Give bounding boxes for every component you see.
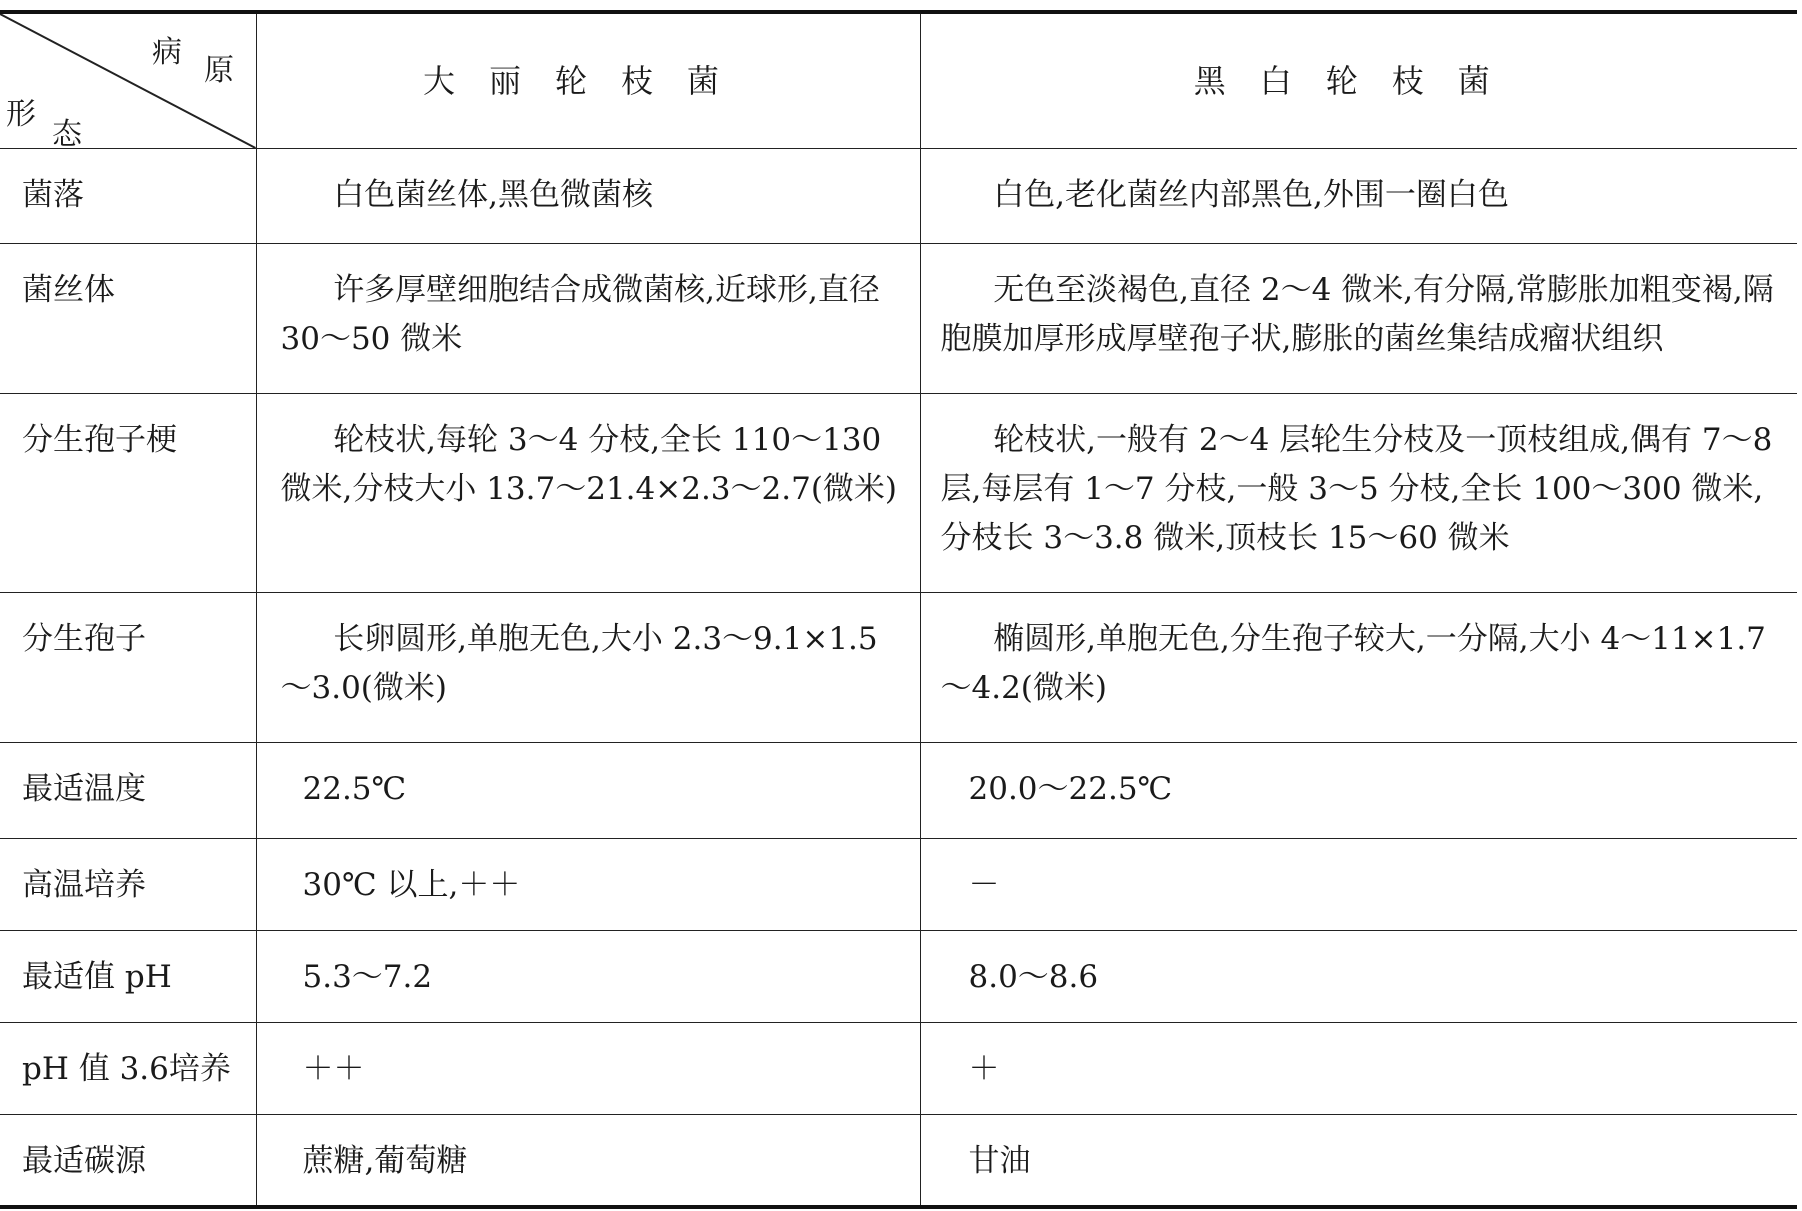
corner-label-xing: 形 xyxy=(6,97,36,132)
row-label: 分生孢子 xyxy=(0,593,256,743)
cell-dahliae: ＋＋ xyxy=(256,1023,920,1115)
cell-dahliae: 轮枝状,每轮 3～4 分枝,全长 110～130 微米,分枝大小 13.7～21.4×2.3～2.7(微米) xyxy=(256,394,920,593)
row-label: 最适值 pH xyxy=(0,931,256,1023)
table-row xyxy=(0,394,1797,593)
cell-albo-atrum: － xyxy=(920,839,1797,931)
cell-dahliae: 22.5℃ xyxy=(256,743,920,839)
corner-cell xyxy=(0,12,256,152)
header-verticillium-albo-atrum: 黑白轮枝菌 xyxy=(920,12,1797,149)
row-label: 高温培养 xyxy=(0,839,256,931)
cell-dahliae: 白色菌丝体,黑色微菌核 xyxy=(256,149,920,244)
cell-albo-atrum: 椭圆形,单胞无色,分生孢子较大,一分隔,大小 4～11×1.7～4.2(微米) xyxy=(920,593,1797,743)
row-label: 最适碳源 xyxy=(0,1115,256,1207)
corner-label-yuan: 原 xyxy=(204,53,234,88)
header-verticillium-dahliae: 大丽轮枝菌 xyxy=(256,12,920,149)
row-label: 最适温度 xyxy=(0,743,256,839)
cell-dahliae: 长卵圆形,单胞无色,大小 2.3～9.1×1.5～3.0(微米) xyxy=(256,593,920,743)
cell-albo-atrum: 轮枝状,一般有 2～4 层轮生分枝及一顶枝组成,偶有 7～8 层,每层有 1～7 分枝,一般 3～5 分枝,全长 100～300 微米,分枝长 3～3.8 微米,顶枝长 15～60 微米 xyxy=(920,394,1797,593)
cell-dahliae: 5.3～7.2 xyxy=(256,931,920,1023)
table-row xyxy=(0,593,1797,743)
pathogen-comparison-table xyxy=(0,10,1797,1209)
table-row xyxy=(0,149,1797,244)
cell-dahliae: 许多厚壁细胞结合成微菌核,近球形,直径30～50 微米 xyxy=(256,244,920,394)
cell-dahliae: 蔗糖,葡萄糖 xyxy=(256,1115,920,1207)
cell-albo-atrum: 20.0～22.5℃ xyxy=(920,743,1797,839)
corner-label-bing: 病 xyxy=(152,35,182,70)
cell-albo-atrum: 无色至淡褐色,直径 2～4 微米,有分隔,常膨胀加粗变褐,隔胞膜加厚形成厚壁孢子状,膨胀的菌丝集结成瘤状组织 xyxy=(920,244,1797,394)
cell-albo-atrum: 白色,老化菌丝内部黑色,外围一圈白色 xyxy=(920,149,1797,244)
corner-label-tai: 态 xyxy=(52,117,82,152)
cell-albo-atrum: 8.0～8.6 xyxy=(920,931,1797,1023)
table-row xyxy=(0,1023,1797,1115)
table-row xyxy=(0,743,1797,839)
cell-dahliae: 30℃ 以上,＋＋ xyxy=(256,839,920,931)
table-row xyxy=(0,931,1797,1023)
header-row xyxy=(0,12,1797,149)
table-row xyxy=(0,839,1797,931)
table-row xyxy=(0,244,1797,394)
row-label: 菌落 xyxy=(0,149,256,244)
row-label: 分生孢子梗 xyxy=(0,394,256,593)
cell-albo-atrum: 甘油 xyxy=(920,1115,1797,1207)
comparison-table-container xyxy=(0,10,1797,1204)
table-row xyxy=(0,1115,1797,1207)
cell-albo-atrum: ＋ xyxy=(920,1023,1797,1115)
row-label: pH 值 3.6培养 xyxy=(0,1023,256,1115)
row-label: 菌丝体 xyxy=(0,244,256,394)
